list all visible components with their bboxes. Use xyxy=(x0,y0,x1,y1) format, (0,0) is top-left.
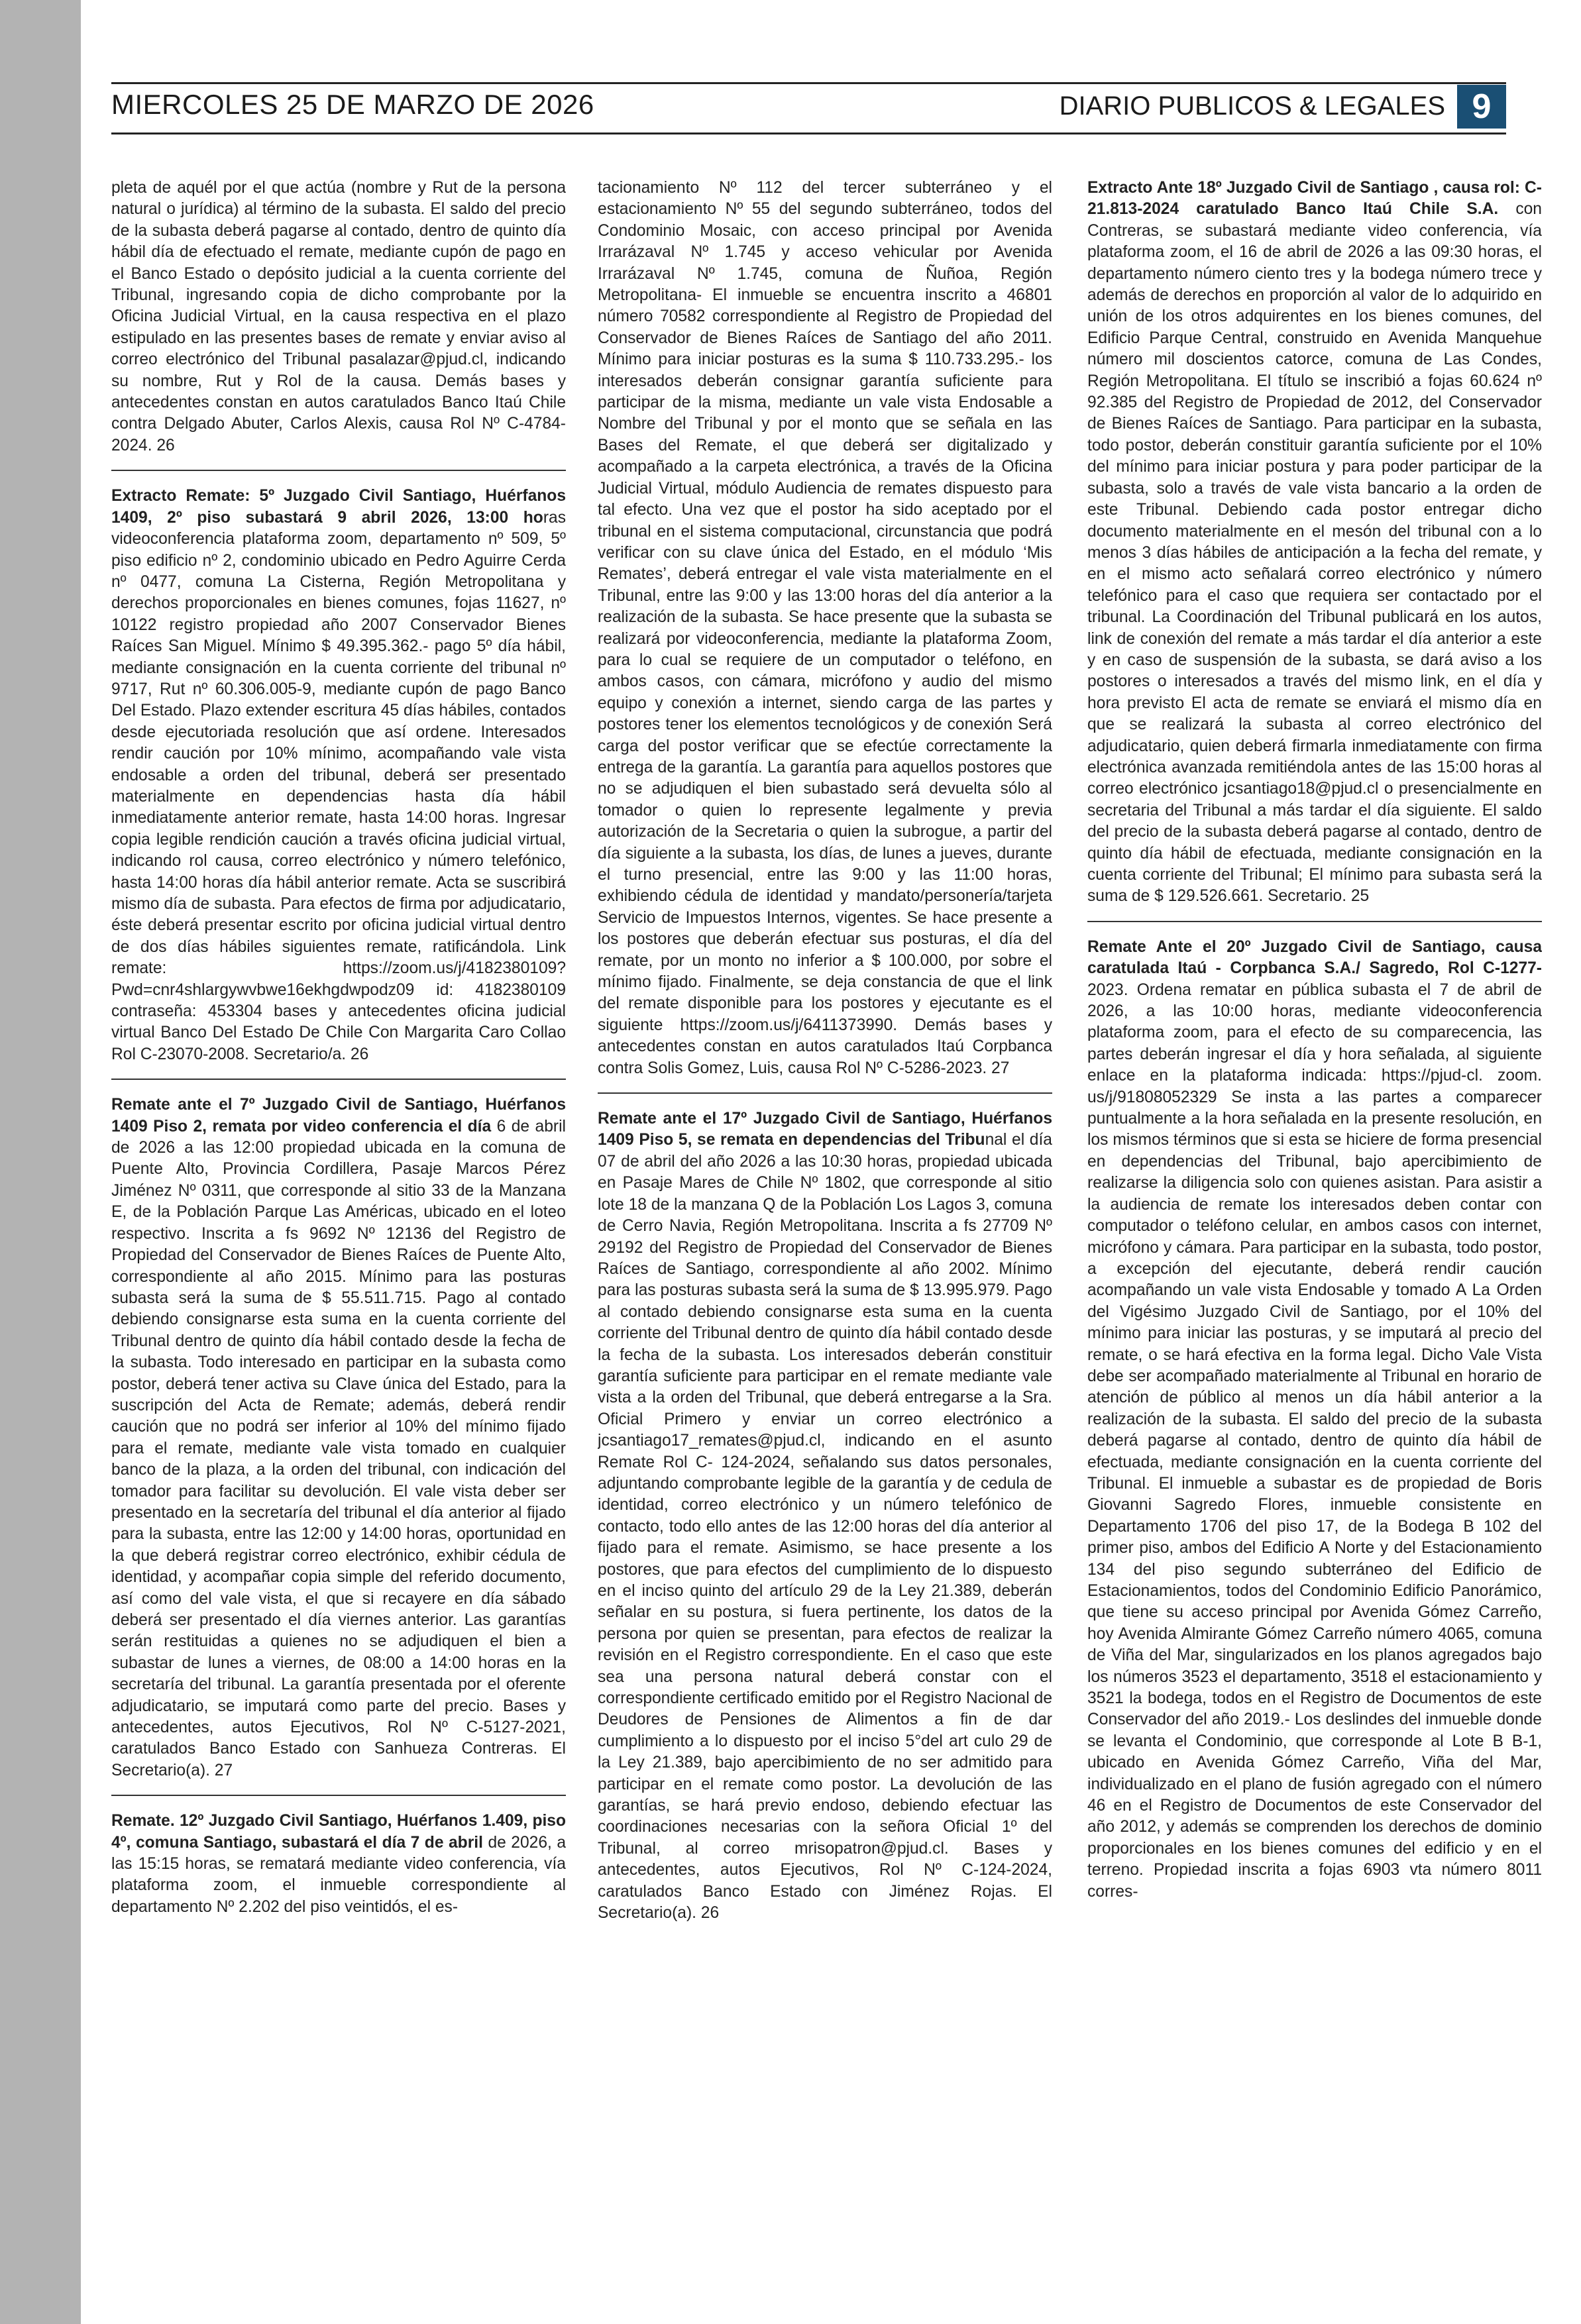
notice-item xyxy=(111,1811,566,1918)
notice-paragraph xyxy=(598,1108,1052,1924)
page-header xyxy=(111,85,1506,129)
notice-paragraph xyxy=(111,1094,566,1781)
notice-separator xyxy=(111,1079,566,1080)
notice-heading: Remate ante el 7º Juzgado Civil de Santiago, Huérfanos 1409 Piso 2, remata por video conferencia el día xyxy=(111,1096,566,1136)
notice-paragraph xyxy=(1087,178,1542,908)
notice-paragraph xyxy=(1087,937,1542,1903)
notice-body: pleta de aquél por el que actúa (nombre y Rut de la persona natural o jurídica) al término de la subasta. El saldo del precio de la subasta deberá pagarse al contado, dentro de quinto día hábil día de efectuado el remate, mediante cupón de pago en el Banco Estado o depósito judicial a la cuenta corriente del Tribunal, ingresando copia de dicho comprobante por la Oficina Judicial Virtual, en la causa respectiva en el plazo estipulado en las presentes bases de remate y enviar aviso al correo electrónico del Tribunal pasalazar@pjud.cl, indicando su nombre, Rut y Rol de la causa. Demás bases y antecedentes constan en autos caratulados Banco Itaú Chile contra Delgado Abuter, Carlos Alexis, causa Rol Nº C-4784-2024. 26 xyxy=(111,179,566,454)
notice-paragraph xyxy=(111,1811,566,1918)
notice-item xyxy=(1087,937,1542,1903)
notice-separator xyxy=(111,1795,566,1796)
notice-paragraph xyxy=(598,178,1052,1079)
notice-body: ras videoconferencia plataforma zoom, departamento nº 509, 5º piso edificio nº 2, condominio ubicado en Pedro Aguirre Cerda nº 0477, comuna La Cisterna, Región Metropolitana y derechos proporcionales en bienes comunes, fojas 11627, nº 10122 registro propiedad año 2007 Conservador Bienes Raíces San Miguel. Mínimo $ 49.395.362.- pago 5º día hábil, mediante consignación en la cuenta corriente del tribunal nº 9717, Rut nº 60.306.005-9, mediante cupón de pago Banco Del Estado. Plazo extender escritura 45 días hábiles, contados desde ejecutoriada resolución que así ordene. Interesados rendir caución por 10% mínimo, acompañando vale vista endosable a orden del tribunal, deberá ser presentado materialmente en dependencias hasta día hábil inmediatamente anterior remate, hasta 14:00 horas. Ingresar copia legible rendición caución a través oficina judicial virtual, indicando rol causa, correo electrónico y número telefónico, hasta 14:00 horas día hábil anterior remate. Acta se suscribirá mismo día de subasta. Para efectos de firma por adjudicatario, éste deberá presentar escrito por oficina judicial virtual dentro de dos días hábiles siguientes remate, ratificándola. Link remate: https://zoom.us/j/4182380109?Pwd=cnr4shlargywvbwe16ekhgdwpodz09 id: 4182380109 contraseña: 453304 bases y antecedentes oficina judicial virtual Banco Del Estado De Chile Con Margarita Caro Collao Rol C-23070-2008. Secretario/a. 26 xyxy=(111,508,566,1063)
notice-item xyxy=(598,178,1052,1079)
notice-body: de 2026, a las 15:15 horas, se rematará mediante video conferencia, vía plataforma zoom, el inmueble correspondiente al departamento Nº 2.202 del piso veintidós, el es- xyxy=(111,1833,566,1916)
notice-item xyxy=(111,178,566,456)
header-date: MIERCOLES 25 DE MARZO DE 2026 xyxy=(111,89,594,120)
notice-item xyxy=(598,1108,1052,1924)
notice-body: tacionamiento Nº 112 del tercer subterráneo y el estacionamiento Nº 55 del segundo subterráneo, todos del Condominio Mosaic, con acceso principal por Avenida Irrarázaval Nº 1.745 y acceso vehicular por Avenida Irrarázaval Nº 1.745, comuna de Ñuñoa, Región Metropolitana- El inmueble se encuentra inscrito a 46801 número 70582 correspondiente al Registro de Propiedad del Conservador de Bienes Raíces de Santiago del año 2011. Mínimo para iniciar posturas es la suma $ 110.733.295.- los interesados deberán consignar garantía suficiente para participar de la misma, mediante un vale vista Endosable a Nombre del Tribunal y por el monto que se señala en las Bases del Remate, el que deberá ser digitalizado y acompañado a la carpeta electrónica, a través de la Oficina Judicial Virtual, módulo Audiencia de remates dispuesto para tal efecto. Una vez que el postor ha sido aceptado por el tribunal en el sistema computacional, circunstancia que podrá verificar con su clave única del Estado, en el módulo ‘Mis Remates’, deberá entregar el vale vista materialmente en el Tribunal, entre las 9:00 y las 13:00 horas del día anterior a la realización de la subasta. Se hace presente que la subasta se realizará por videoconferencia, mediante la plataforma Zoom, para lo cual se requiere de un computador o teléfono, en ambos casos, con cámara, micrófono y audio del mismo equipo y conexión a internet, siendo carga de las partes y postores tener los elementos tecnológicos y de conexión Será carga del postor verificar que se efectúe correctamente la entrega de la garantía. La garantía para aquellos postores que no se adjudiquen el bien subastado será devuelta sólo al tomador o quien lo represente legalmente y previa autorización de la Secretaria o quien la subrogue, a partir del día siguiente a la subasta, los días, de lunes a jueves, durante el turno presencial, entre las 9:00 y las 11:00 horas, exhibiendo cédula de identidad y mandato/personería/tarjeta Servicio de Impuestos Internos, vigentes. Se hace presente a los postores que deberán efectuar sus posturas, el día del remate, por un monto no inferior a $ 100.000, por sobre el mínimo fijado. Finalmente, se deja constancia de que el link del remate disponible para los postores y ejecutante es el siguiente https://zoom.us/j/6411373990. Demás bases y antecedentes constan en autos caratulados Itaú Corpbanca contra Solis Gomez, Luis, causa Rol Nº C-5286-2023. 27 xyxy=(598,179,1052,1077)
page-number-badge: 9 xyxy=(1457,85,1506,129)
column-3 xyxy=(1087,178,1542,2298)
notice-body: 6 de abril de 2026 a las 12:00 propiedad ubicada en la comuna de Puente Alto, Provincia Cordillera, Pasaje Marcos Pérez Jiménez Nº 0311, que corresponde al sitio 33 de la Manzana E, de la Población Parque Las Américas, ubicado en el loteo respectivo. Inscrita a fs 9692 Nº 12136 del Registro de Propiedad del Conservador de Bienes Raíces de Puente Alto, correspondiente al año 2015. Mínimo para las posturas subasta será la suma de $ 55.511.715. Pago al contado debiendo consignarse esta suma en la cuenta corriente del Tribunal dentro de quinto día hábil contado desde la fecha de la subasta. Todo interesado en participar en la subasta como postor, deberá tener activa su Clave única del Estado, para la suscripción del Acta de Remate; además, deberá rendir caución que no podrá ser inferior al 10% del mínimo fijado para el remate, mediante vale vista tomado en cualquier banco de la plaza, a la orden del tribunal, con indicación del tomador para facilitar su devolución. El vale vista deber ser presentado en la secretaría del tribunal el día anterior al fijado para la subasta, entre las 12:00 y 14:00 horas, oportunidad en la que deberá registrar correo electrónico, exhibir cédula de identidad, y acompañar copia simple del referido documento, así como del vale vista, el que si recayere en día sábado deberá ser presentado el día viernes anterior. Las garantías serán restituidas a quienes no se adjudiquen el bien a subastar de lunes a viernes, de 08:00 a 14:00 horas en la secretaría del tribunal. La garantía presentada por el oferente adjudicatario, se imputará como parte del precio. Bases y antecedentes, autos Ejecutivos, Rol Nº C-5127-2021, caratulados Banco Estado con Sanhueza Contreras. El Secretario(a). 27 xyxy=(111,1117,566,1779)
notice-heading: Remate Ante el 20º Juzgado Civil de Santiago, causa caratulada Itaú - Corpbanca S.A./ Sagredo, Rol C-1277- xyxy=(1087,937,1542,978)
column-2 xyxy=(598,178,1052,2298)
header-top-rule xyxy=(111,82,1506,84)
header-bottom-rule xyxy=(111,132,1506,134)
notice-heading: Remate. 12º Juzgado Civil Santiago, Huérfanos 1.409, piso 4º, comuna Santiago, subastará el día 7 de abril xyxy=(111,1812,566,1852)
notice-separator xyxy=(111,470,566,471)
notice-item xyxy=(111,486,566,1065)
notice-body: 2023. Ordena rematar en pública subasta el 7 de abril de 2026, a las 10:00 horas, mediante videoconferencia plataforma zoom, para el efecto de su comparecencia, las partes deberán ingresar el día y hora señalada, al siguiente enlace en la plataforma indicada: https://pjud-cl. zoom. us/j/91808052329 Se insta a las partes a comparecer puntualmente a la hora señalada en la presente resolución, en los mismos términos que si esta se hiciere de forma presencial en dependencias del Tribunal, bajo apercibimiento de realizarse la diligencia solo con quienes asistan. Para asistir a la audiencia de remate los interesados deben contar con computador o teléfono celular, en ambos casos con internet, micrófono y cámara. Para participar en la subasta, todo postor, a excepción del ejecutante, deberá rendir caución acompañando un vale vista Endosable y tomado A La Orden del Vigésimo Juzgado Civil de Santiago, por el 10% del mínimo para iniciar las posturas, y se imputará al precio del remate, o se hará efectiva en la forma legal. Dicho Vale Vista debe ser acompañado materialmente al Tribunal en horario de atención de público al menos un día hábil anterior a la realización de la subasta. El saldo del precio de la subasta deberá pagarse al contado, dentro de quinto día hábil de efectuada, mediante consignación en la cuenta corriente del Tribunal. El inmueble a subastar es de propiedad de Boris Giovanni Sagredo Flores, inmueble consistente en Departamento 1706 del piso 17, de la Bodega B 102 del primer piso, ambos del Edificio A Norte y del Estacionamiento 134 del piso segundo subterráneo del Edificio de Estacionamientos, todos del Condominio Edificio Panorámico, que tiene su acceso principal por Avenida Gómez Carreño, hoy Avenida Almirante Gómez Carreño número 4065, comuna de Viña del Mar, singularizados en los planos agregados bajo los números 3523 el departamento, 3518 el estacionamiento y 3521 la bodega, todos en el Registro de Documentos de este Conservador del año 2019.- Los deslindes del inmueble donde se levanta el Condominio, que corresponde al Lote B B-1, ubicado en Avenida Gómez Carreño, Viña del Mar, individualizado en el plano de fusión agregado con el número 46 en el Registro de Documentos de este Conservador del año 2012, y además se comprenden los derechos de dominio proporcionales en los bienes comunes del edificio y en el terreno. Propiedad inscrita a fojas 6903 vta número 8011 corres- xyxy=(1087,980,1542,1901)
notice-heading: Extracto Ante 18º Juzgado Civil de Santiago , causa rol: C-21.813-2024 caratulado Banco Itaú Chile S.A. xyxy=(1087,179,1542,219)
notice-separator xyxy=(598,1092,1052,1094)
notice-paragraph xyxy=(111,486,566,1065)
notice-body: con Contreras, se subastará mediante video conferencia, vía plataforma zoom, el 16 de abril de 2026 a las 09:30 horas, el departamento número ciento tres y la bodega número trece y además de derechos en proporción al valor de lo adquirido en unión de los otros adquirentes en los bienes comunes, del Edificio Parque Central, construido en Avenida Manquehue número mil doscientos catorce, comuna de Las Condes, Región Metropolitana. El título se inscribió a fojas 60.624 nº 92.385 del Registro de Propiedad de 2012, del Conservador de Bienes Raíces de Santiago. Para participar en la subasta, todo postor, deberán constituir garantía suficiente por el 10% del mínimo para iniciar postura y para poder participar de la subasta, solo a través de vale vista bancario a la orden de este Tribunal. Debiendo cada postor entregar dicho documento materialmente en el mesón del tribunal con a lo menos 3 días hábiles de anticipación a la fecha del remate, y en el mismo acto señalará correo electrónico y número telefónico para el caso que requiera ser contactado por el tribunal. La Coordinación del Tribunal publicará en los autos, link de conexión del remate a más tardar el día anterior a este y en caso de suspensión de la subasta, se dará aviso a los postores o interesados a través del mismo link, en el día y hora previsto El acta de remate se enviará el mismo día en que se realizará la subasta al correo electrónico del adjudicatario, quien deberá firmarla inmediatamente con firma electrónica avanzada remitiéndola antes de las 15:00 horas al correo electrónico jcsantiago18@pjud.cl o presencialmente en secretaria del Tribunal a más tardar el día siguiente. El saldo del precio de la subasta deberá pagarse al contado, dentro de quinto día hábil de efectuada, mediante consignación en la cuenta corriente del Tribunal; El mínimo para subasta será la suma de $ 129.526.661. Secretario. 25 xyxy=(1087,200,1542,906)
publication-title: DIARIO PUBLICOS & LEGALES xyxy=(1059,91,1445,121)
notice-body: nal el día 07 de abril del año 2026 a las 10:30 horas, propiedad ubicada en Pasaje Mares de Chile Nº 1802, que corresponde al sitio lote 18 de la manzana Q de la Población Los Lagos 3, comuna de Cerro Navia, Región Metropolitana. Inscrita a fs 27709 Nº 29192 del Registro de Propiedad del Conservador de Bienes Raíces de Santiago, correspondiente al año 2002. Mínimo para las posturas subasta será la suma de $ 13.995.979. Pago al contado debiendo consignarse esta suma en la cuenta corriente del Tribunal dentro de quinto día hábil contado desde la fecha de la subasta. Los interesados deberán constituir garantía suficiente para participar en el remate mediante vale vista a la orden del Tribunal, que deberá entregarse a la Sra. Oficial Primero y enviar un correo electrónico a jcsantiago17_remates@pjud.cl, indicando en el asunto Remate Rol C- 124-2024, señalando sus datos personales, adjuntando comprobante legible de la garantía y de cedula de identidad, correo electrónico y un número telefónico de contacto, todo ello antes de las 12:00 horas del día anterior al fijado para el remate. Asimismo, se hace presente a los postores, que para efectos del cumplimiento de lo dispuesto en el inciso quinto del artículo 29 de la Ley 21.389, deberán señalar en su postura, si fuera pertinente, los datos de la persona por quien se presentan, para efectos de realizar la revisión en el Registro correspondiente. En el caso que este sea una persona natural deberá constar con el correspondiente certificado emitido por el Registro Nacional de Deudores de Pensiones de Alimentos a fin de dar cumplimiento a lo dispuesto por el inciso 5°del art culo 29 de la Ley 21.389, bajo apercibimiento de no ser admitido para participar en el remate como postor. La devolución de las garantías, se hará previo endoso, debiendo efectuar las coordinaciones necesarias con la señora Oficial 1º del Tribunal, al correo mrisopatron@pjud.cl. Bases y antecedentes, autos Ejecutivos, Rol Nº C-124-2024, caratulados Banco Estado con Jiménez Rojas. El Secretario(a). 26 xyxy=(598,1131,1052,1923)
notice-heading: Extracto Remate: 5º Juzgado Civil Santiago, Huérfanos 1409, 2º piso subastará 9 abril 2026, 13:00 ho xyxy=(111,487,566,527)
notice-heading: Remate ante el 17º Juzgado Civil de Santiago, Huérfanos 1409 Piso 5, se remata en dependencias del Tribu xyxy=(598,1110,1052,1149)
column-1 xyxy=(111,178,566,2298)
notice-item xyxy=(1087,178,1542,908)
notice-item xyxy=(111,1094,566,1781)
notice-separator xyxy=(1087,921,1542,922)
notice-paragraph xyxy=(111,178,566,456)
